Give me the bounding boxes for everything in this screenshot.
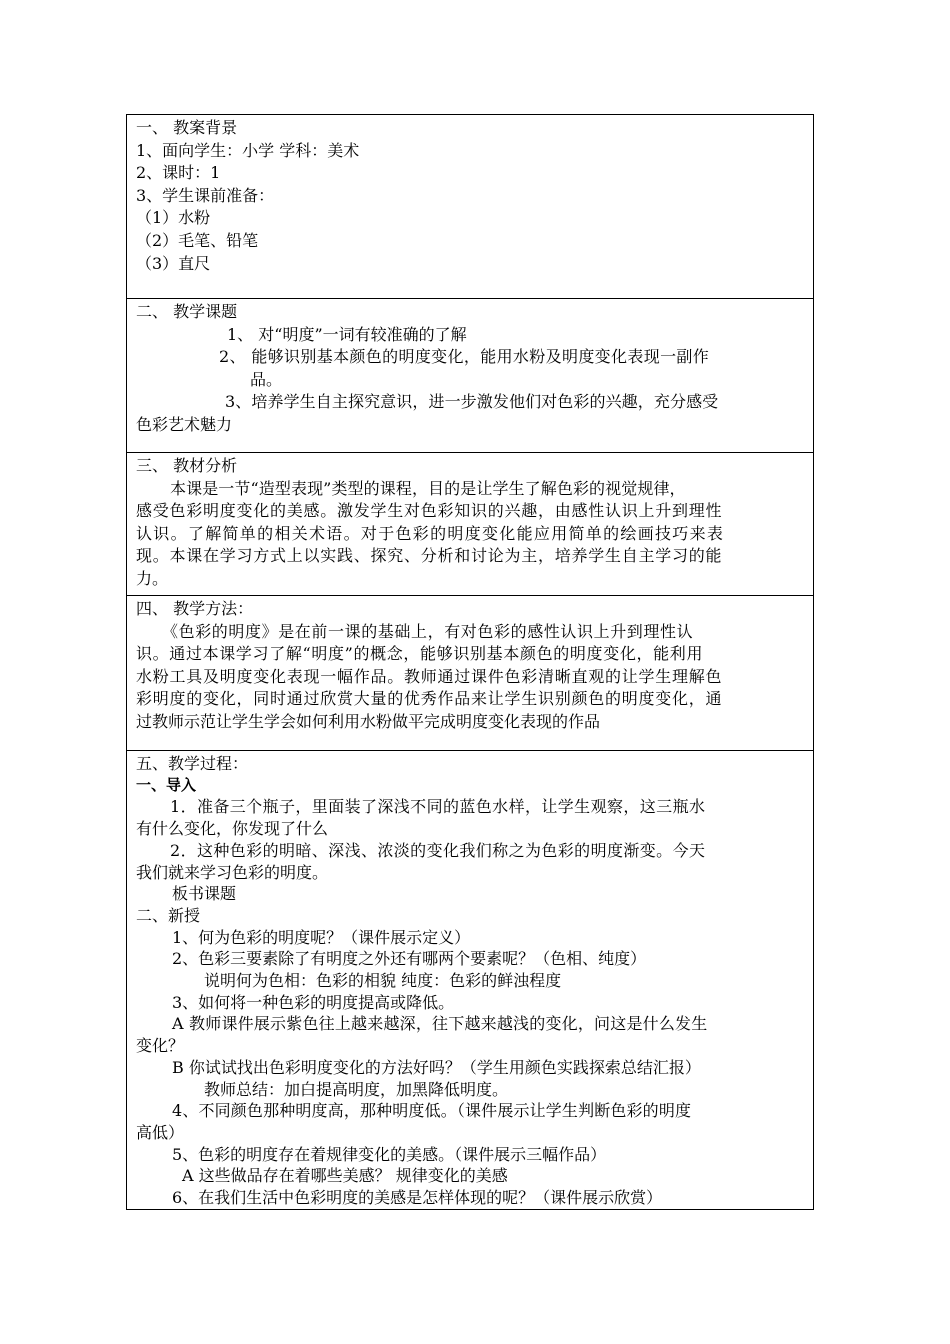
subsection-heading-intro: 一、导入 bbox=[136, 775, 197, 794]
section-teaching-process bbox=[126, 751, 814, 1210]
paragraph-line: 2．这种色彩的明暗、深浅、浓淡的变化我们称之为色彩的明度渐变。今天 bbox=[170, 840, 706, 860]
section-heading: 三、 教材分析 bbox=[136, 456, 238, 475]
section-material-analysis bbox=[126, 453, 814, 596]
section-heading: 二、 教学课题 bbox=[136, 302, 238, 321]
paragraph-line: 1．准备三个瓶子，里面装了深浅不同的蓝色水样，让学生观察，这三瓶水 bbox=[170, 797, 706, 817]
paragraph-line: 彩明度的变化，同时通过欣赏大量的优秀作品来让学生识别颜色的明度变化，通 bbox=[136, 689, 723, 709]
preparation-item: （2）毛笔、铅笔 bbox=[136, 230, 259, 250]
section-heading: 五、教学过程： bbox=[136, 754, 249, 773]
lesson-plan-table bbox=[126, 114, 814, 1210]
question-line: 变化？ bbox=[136, 1036, 185, 1056]
paragraph-line: 现。本课在学习方式上以实践、探究、分析和讨论为主，培养学生自主学习的能 bbox=[136, 546, 723, 566]
paragraph-line: 板书课题 bbox=[172, 884, 237, 904]
section-heading: 四、 教学方法： bbox=[136, 599, 254, 618]
question-line: 说明何为色相：色彩的相貌 纯度：色彩的鲜浊程度 bbox=[204, 971, 562, 991]
question-line: 5、色彩的明度存在着规律变化的美感。（课件展示三幅作品） bbox=[172, 1144, 607, 1164]
question-line: 高低） bbox=[136, 1122, 185, 1142]
question-line: 1、何为色彩的明度呢？（课件展示定义） bbox=[172, 927, 471, 947]
question-line: B 你试试找出色彩明度变化的方法好吗？（学生用颜色实践探索总结汇报） bbox=[172, 1057, 701, 1077]
question-line: 4、不同颜色那种明度高，那种明度低。（课件展示让学生判断色彩的明度 bbox=[172, 1101, 692, 1121]
question-line: 6、在我们生活中色彩明度的美感是怎样体现的呢？（课件展示欣赏） bbox=[172, 1188, 663, 1208]
audience-subject-line: 1、面向学生：小学 学科：美术 bbox=[136, 140, 360, 160]
goal-item: 3、培养学生自主探究意识，进一步激发他们对色彩的兴趣，充分感受 bbox=[225, 392, 719, 412]
paragraph-line: 我们就来学习色彩的明度。 bbox=[136, 862, 329, 882]
paragraph-line: 力。 bbox=[136, 568, 169, 588]
goal-item-continued: 品。 bbox=[250, 369, 283, 389]
paragraph-line: 认识。了解简单的相关术语。对于色彩的明度变化能应用简单的绘画技巧来表 bbox=[136, 523, 725, 543]
question-line: 教师总结：加白提高明度，加黑降低明度。 bbox=[204, 1079, 509, 1099]
section-background bbox=[126, 114, 814, 299]
question-line: A 教师课件展示紫色往上越来越深，往下越来越浅的变化，问这是什么发生 bbox=[172, 1014, 708, 1034]
paragraph-line: 本课是一节“造型表现”类型的课程，目的是让学生了解色彩的视觉规律， bbox=[170, 478, 686, 498]
paragraph-line: 感受色彩明度变化的美感。激发学生对色彩知识的兴趣，由感性认识上升到理性 bbox=[136, 501, 723, 521]
paragraph-line: 《色彩的明度》是在前一课的基础上，有对色彩的感性认识上升到理性认 bbox=[162, 621, 694, 641]
paragraph-line: 识。通过本课学习了解“明度”的概念，能够识别基本颜色的明度变化，能利用 bbox=[136, 644, 704, 664]
paragraph-line: 过教师示范让学生学会如何利用水粉做平完成明度变化表现的作品 bbox=[136, 711, 601, 731]
goal-item: 2、 能够识别基本颜色的明度变化，能用水粉及明度变化表现一副作 bbox=[219, 347, 710, 367]
preparation-line: 3、学生课前准备： bbox=[136, 185, 275, 205]
goal-item-continued: 色彩艺术魅力 bbox=[136, 414, 233, 434]
section-topic bbox=[126, 299, 814, 453]
question-line: A 这些做品存在着哪些美感？ 规律变化的美感 bbox=[182, 1166, 508, 1186]
section-heading: 一、 教案背景 bbox=[136, 118, 238, 137]
class-hours-line: 2、课时：1 bbox=[136, 163, 221, 183]
question-line: 2、色彩三要素除了有明度之外还有哪两个要素呢？（色相、纯度） bbox=[172, 949, 647, 969]
section-teaching-method bbox=[126, 596, 814, 751]
question-line: 3、如何将一种色彩的明度提高或降低。 bbox=[172, 992, 455, 1012]
preparation-item: （3）直尺 bbox=[136, 253, 211, 273]
goal-item: 1、 对“明度”一词有较准确的了解 bbox=[227, 324, 467, 344]
paragraph-line: 水粉工具及明度变化表现一幅作品。教师通过课件色彩清晰直观的让学生理解色 bbox=[136, 666, 723, 686]
preparation-item: （1）水粉 bbox=[136, 208, 211, 228]
subsection-heading-new: 二、新授 bbox=[136, 905, 201, 925]
paragraph-line: 有什么变化，你发现了什么 bbox=[136, 819, 329, 839]
